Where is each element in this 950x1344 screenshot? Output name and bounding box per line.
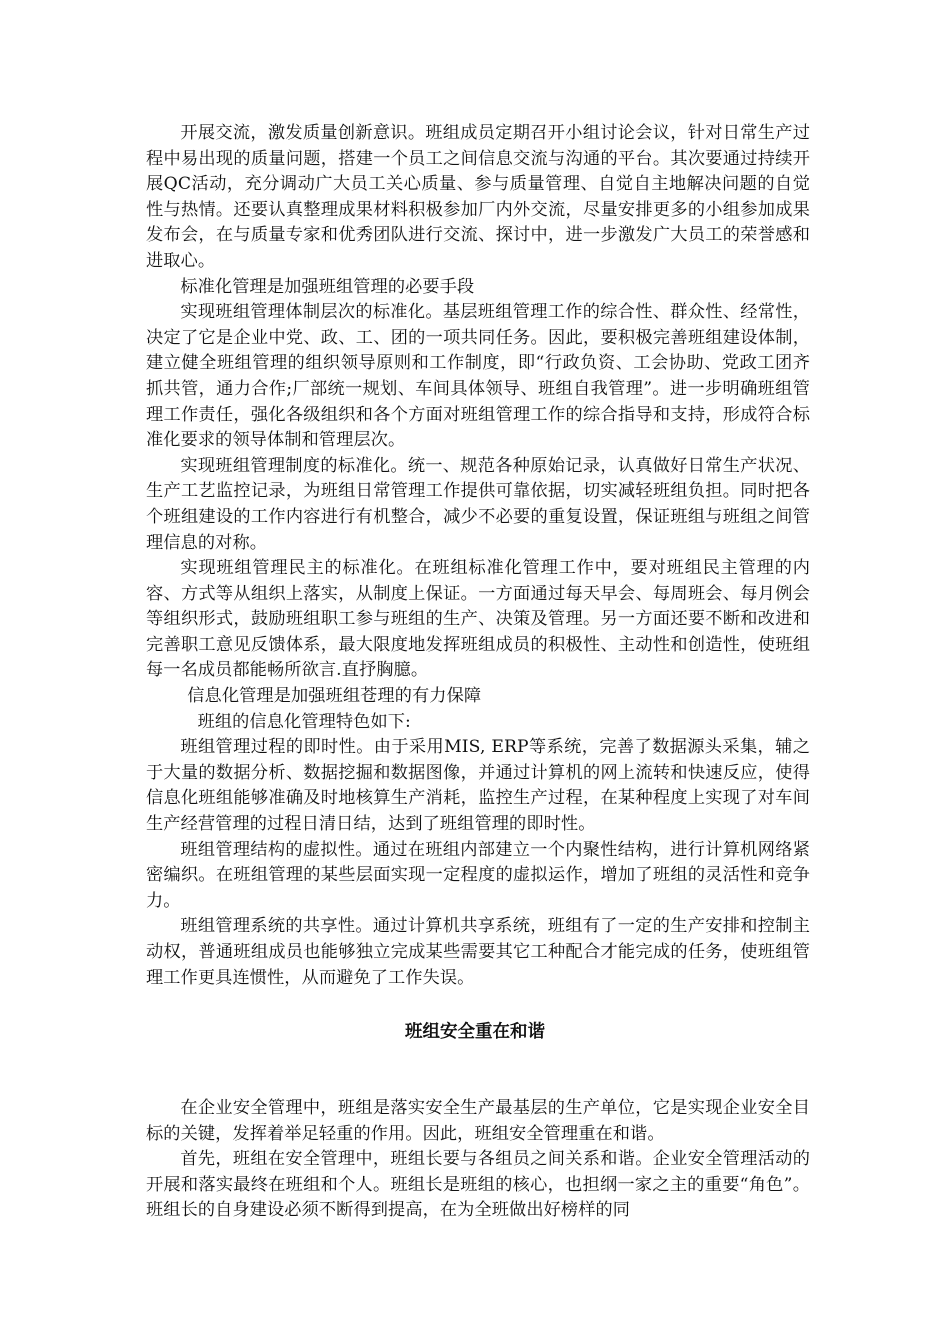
- subheading-features: 班组的信息化管理特色如下:: [197, 711, 411, 732]
- top-text-block: [146, 121, 810, 991]
- subheading-informatization: 信息化管理是加强班组苍理的有力保障: [187, 686, 482, 707]
- paragraph-body: 实现班组管理体制层次的标准化。基层班组管理工作的综合性、群众性、经常性，决定了它是企业中党、政、工、团的一项共同任务。因此，要积极完善班组建设体制，建立健全班组管理的组织领导原则和工作制度，即“行政负资、工会协助、党政工团齐抓共管，通力合作;厂部统一规划、车间具体领导、班组自我管理”。进一步明确班组管理工作责任，强化各级组织和各个方面对班组管理工作的综合指导和支持，形成符合标准化要求的领导体制和管理层次。: [146, 302, 810, 451]
- paragraph-body: 首先，班组在安全管理中，班组长要与各组员之间关系和谐。企业安全管理活动的开展和落实最终在班组和个人。班组长是班组的核心，也担纲一家之主的重要“角色”。班组长的自身建设必须不断得到提高，在为全班做出好榜样的同: [146, 1149, 810, 1221]
- paragraph-body: 班组管理结构的虚拟性。通过在班组内部建立一个内聚性结构，进行计算机网络紧密编织。在班组管理的某些层面实现一定程度的虚拟运作，增加了班组的灵活性和竞争力。: [146, 839, 810, 911]
- paragraph-body: 班组管理系统的共享性。通过计算机共享系统，班组有了一定的生产安排和控制主动权，普通班组成员也能够独立完成某些需要其它工种配合才能完成的任务，使班组管理工作更具连惯性，从而避免了工作失误。: [146, 916, 810, 988]
- paragraph-body: 实现班组管理民主的标准化。在班组标准化管理工作中，要对班组民主管理的内容、方式等从组织上落实，从制度上保证。一方面通过每天早会、每周班会、每月例会等组织形式，鼓励班组职工参与班组的生产、决策及管理。另一方面还要不断和改进和完善职工意见反馈体系，最大限度地发挥班组成员的积极性、主动性和创造性，使班组每一名成员都能畅所欲言.直抒胸臆。: [146, 558, 810, 681]
- section-title: 班组安全重在和谐: [405, 1022, 545, 1042]
- paragraph-body: 班组管理过程的即时性。由于采用MIS, ERP等系统，完善了数据源头采集，辅之于大量的数据分析、数据挖掘和数据图像，并通过计算机的网上流转和快速反应，使得信息化班组能够准确及时地核算生产消耗，监控生产过程，在某种程度上实现了对车间生产经营管理的过程日清日结，达到了班组管理的即时性。: [146, 737, 810, 835]
- bottom-text-block: [146, 1096, 810, 1224]
- paragraph-body: 实现班组管理制度的标准化。统一、规范各种原始记录，认真做好日常生产状况、生产工艺监控记录，为班组日常管理工作提供可靠依据，切实减轻班组负担。同时把各个班组建设的工作内容进行有机整合，减少不必要的重复设置，保证班组与班组之间管理信息的对称。: [146, 455, 810, 553]
- subheading-standardization: 标准化管理是加强班组管理的必要手段: [180, 276, 475, 297]
- paragraph-continuation: 开展交流，激发质量创新意识。班组成员定期召开小组讨论会议，针对日常生产过程中易出现的质量问题，搭建一个员工之间信息交流与沟通的平台。其次要通过持续开展QC活动，充分调动广大员工关心质量、参与质量管理、自觉自主地解决问题的自觉性与热情。还要认真整理成果材料积极参加厂内外交流，尽量安排更多的小组参加成果发布会，在与质量专家和优秀团队进行交流、探讨中，进一步激发广大员工的荣誉感和进取心。: [146, 123, 810, 271]
- paragraph-body: 在企业安全管理中，班组是落实安全生产最基层的生产单位，它是实现企业安全目标的关键，发挥着举足轻重的作用。因此，班组安全管理重在和谐。: [146, 1098, 810, 1144]
